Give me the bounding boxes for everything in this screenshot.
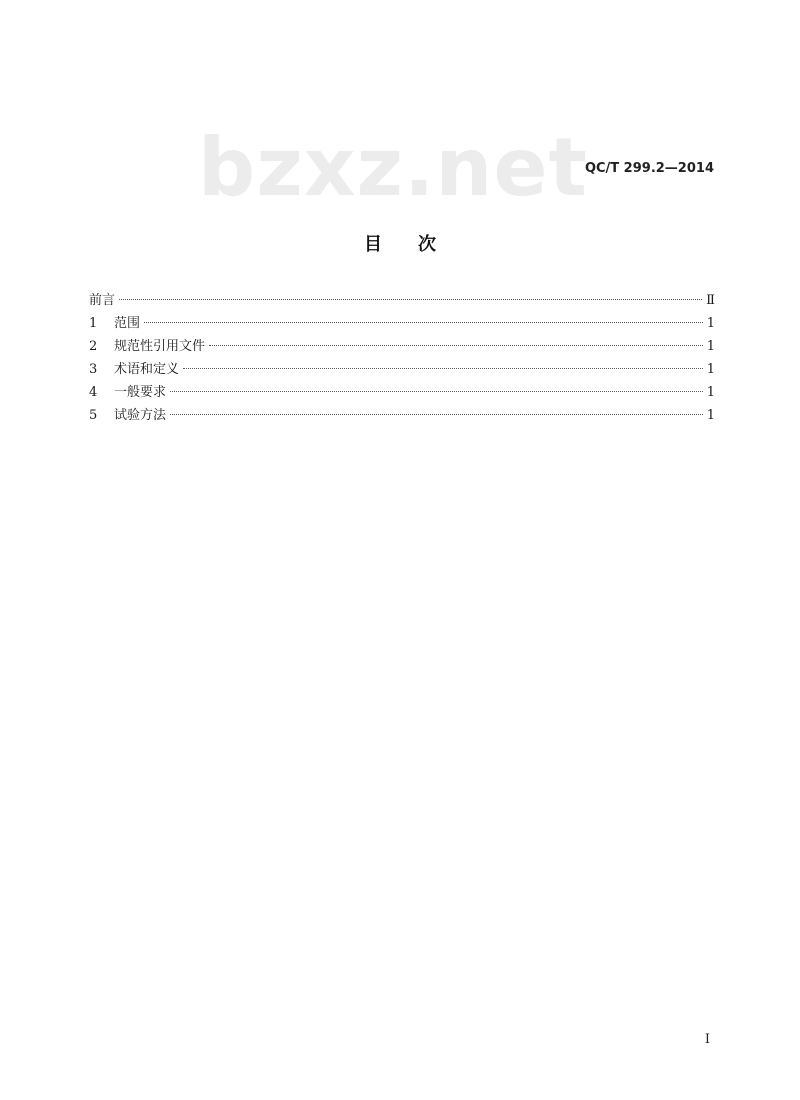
toc-entry-page: 1 [706, 316, 715, 331]
toc-title-char-2: 次 [418, 234, 436, 255]
watermark-logo: bzxz.net [198, 121, 588, 214]
toc-entry-terms-definitions[interactable] [89, 361, 715, 384]
toc-leader-dots [144, 322, 703, 323]
toc-entry-label: 规范性引用文件 [114, 339, 206, 354]
toc-entry-label: 范围 [114, 316, 141, 331]
toc-entry-page: 1 [706, 408, 715, 423]
toc-entry-number: 3 [89, 362, 98, 377]
toc-entry-number: 4 [89, 385, 98, 400]
toc-entry-number: 2 [89, 339, 98, 354]
toc-entry-page: 1 [706, 385, 715, 400]
toc-entry-page: 1 [706, 339, 715, 354]
toc-title-char-1: 目 [364, 234, 382, 255]
toc-list [89, 292, 715, 430]
toc-entry-number: 1 [89, 316, 98, 331]
toc-leader-dots [209, 345, 703, 346]
toc-leader-dots [170, 414, 703, 415]
toc-entry-foreword[interactable] [89, 292, 715, 315]
toc-entry-page: 1 [706, 362, 715, 377]
toc-leader-dots [119, 299, 702, 300]
toc-entry-page: Ⅱ [706, 293, 715, 308]
toc-leader-dots [170, 391, 703, 392]
toc-entry-test-methods[interactable] [89, 407, 715, 430]
standard-code: QC/T 299.2—2014 [584, 161, 714, 176]
toc-entry-general-requirements[interactable] [89, 384, 715, 407]
toc-title [0, 230, 800, 256]
toc-entry-number: 5 [89, 408, 98, 423]
toc-entry-normative-references[interactable] [89, 338, 715, 361]
toc-entry-label: 前言 [89, 293, 116, 308]
toc-entry-label: 试验方法 [114, 408, 167, 423]
toc-entry-label: 一般要求 [114, 385, 167, 400]
toc-leader-dots [183, 368, 703, 369]
toc-entry-label: 术语和定义 [114, 362, 180, 377]
page-number: I [704, 1032, 710, 1047]
toc-entry-scope[interactable] [89, 315, 715, 338]
